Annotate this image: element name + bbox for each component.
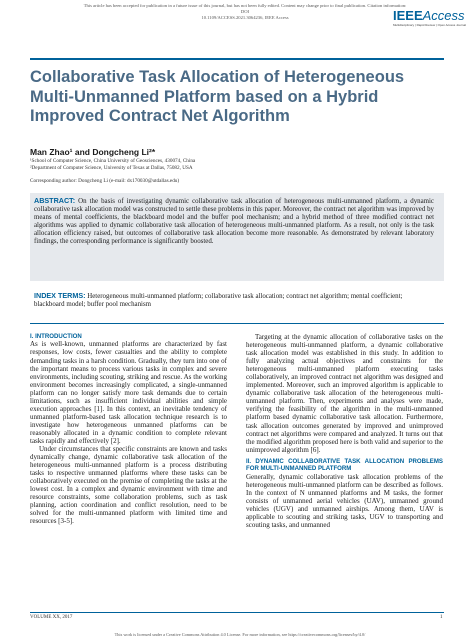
- logo-access: Access: [422, 8, 465, 23]
- index-terms-label: INDEX TERMS:: [34, 291, 86, 300]
- logo-ieee: IEEE: [393, 8, 423, 23]
- logo-tagline: Multidisciplinary | Rapid Review | Open Access Journal: [393, 23, 466, 27]
- left-column: [30, 333, 227, 525]
- section-1-paragraph-2: Under circumstances that specific constraints are known and tasks dynamically change, dynamic collaborative task allocation of the heterogeneous multi-unmanned platform is a process distributing tasks to respective unmanned platforms where these tasks can be collaboratively executed on the premise of completing the tasks at the lowest cost. In a complex and dynamic environment with time and resource constraints, some collaboration problems, such as task planning, action coordination and conflict resolution, need to be solved for the multi-unmanned platform with limited time and resources [3-5].: [30, 445, 227, 526]
- authors: Man Zhao¹ and Dongcheng Li²*: [30, 147, 156, 157]
- footer-volume: VOLUME XX, 2017: [30, 615, 73, 620]
- section-1-heading: I. INTRODUCTION: [30, 333, 82, 340]
- ieee-access-logo: [393, 8, 466, 27]
- affiliation-2: ²Department of Computer Science, University of Texas at Dallas, 75082, USA: [30, 165, 193, 171]
- section-2-paragraph-1: Generally, dynamic collaborative task allocation problems of the heterogeneous multi-unmanned platform can be described as follows. In the context of N unmanned platforms and M tasks, the former consists of unmanned aerial vehicles (UAV), unmanned ground vehicles (UGV) and unmanned airships. Among them, UAV is applicable to scouting and striking tasks, UGV to transporting and scouting tasks, and unmanned: [246, 472, 443, 529]
- footer-rule: [30, 612, 444, 613]
- right-paragraph-1: Targeting at the dynamic allocation of collaborative tasks on the heterogeneous multi-unmanned platform, a dynamic collaborative task allocation model was established in this study. In addition to fully analyzing actual objectives and constraints for the heterogeneous multi-unmanned platform executing tasks collaboratively, an improved contract net algorithm was designed and implemented. Moreover, such an improved algorithm is applicable to dynamic collaborative task allocation of the heterogeneous multi-unmanned platform. Then, experiments and analyses were made, verifying the feasibility of the algorithm in the multi-unmanned platform based dynamic collaborative task allocation. Furthermore, task allocation outcomes generated by improved and unimproved contract net algorithms were compared and analyzed. It turns out that the modified algorithm proposed here is both valid and superior to the unimproved algorithm [6].: [246, 333, 443, 454]
- notice-line-2: 10.1109/ACCESS.2021.3064236, IEEE Access: [201, 15, 289, 20]
- paper-title: Collaborative Task Allocation of Heterogeneous Multi-Unmanned Platform based on a Hybrid Improved Contract Net Algorithm: [30, 68, 405, 125]
- abstract-label: ABSTRACT:: [34, 196, 76, 205]
- section-separator: [30, 323, 444, 324]
- index-terms-text: Heterogeneous multi-unmanned platform; collaborative task allocation; contract net algorithm; mental coefficient; blackboard model; buffer pool mechanism: [34, 293, 403, 309]
- affiliation-1: ¹School of Computer Science, China University of Geosciences, 430074, China: [30, 158, 196, 164]
- logo-wordmark: [393, 8, 465, 23]
- title-rule: [30, 58, 444, 60]
- right-column: [246, 333, 443, 529]
- abstract: [34, 197, 434, 247]
- corresponding-author: Corresponding author: Dongcheng Li (e-mail: dx170030@utdallas.edu): [30, 178, 180, 184]
- page-number: 1: [440, 615, 443, 620]
- abstract-text: On the basis of investigating dynamic collaborative task allocation of heterogeneous multi-unmanned platform, a dynamic collaborative task allocation model was constructed to settle these problems in this paper. Moreover, the contract net algorithm was improved by means of mental coefficients, the blackboard model and the buffer pool mechanism; and a hybrid method of three modified contract net algorithms was applied to dynamic collaborative task allocation of heterogeneous multi-unmanned platform. As a result, not only is the task allocation efficiency raised, but outcomes of collaborative task allocation become more reasonable. As demonstrated by relevant laboratory findings, the corresponding performance is significantly boosted.: [34, 198, 434, 246]
- publication-notice: [80, 3, 410, 21]
- index-terms: [34, 292, 434, 309]
- license-notice: This work is licensed under a Creative Commons Attribution 4.0 License. For more information, see https://creativecommons.org/licenses/by/4.0/: [114, 632, 366, 637]
- section-2-heading: II. DYNAMIC COLLABORATIVE TASK ALLOCATION PROBLEMS FOR MULTI-UNMANNED PLATFORM: [246, 457, 443, 473]
- notice-line-1: This article has been accepted for publication in a future issue of this journal, but has not been fully edited. Content may change prior to final publication. Citation information: DOI: [83, 3, 407, 14]
- section-1-paragraph-1: As is well-known, unmanned platforms are characterized by fast responses, low costs, fewer casualties and the ability to complete demanding tasks in a harsh condition. Gradually, they turn into one of the important means to process various tasks in complex and severe environments, including scouting, striking and rescue. As the working environment becomes increasingly complicated, a single-unmanned platform can no longer satisfy more task demands due to certain limitations, such as insufficient individual abilities and simple execution approaches [1]. In this context, an inevitable tendency of unmanned platform-based task allocation technique research is to investigate how heterogeneous unmanned platforms can be reasonably allocated in a dynamic condition to complete relevant tasks rapidly and effectively [2].: [30, 340, 227, 445]
